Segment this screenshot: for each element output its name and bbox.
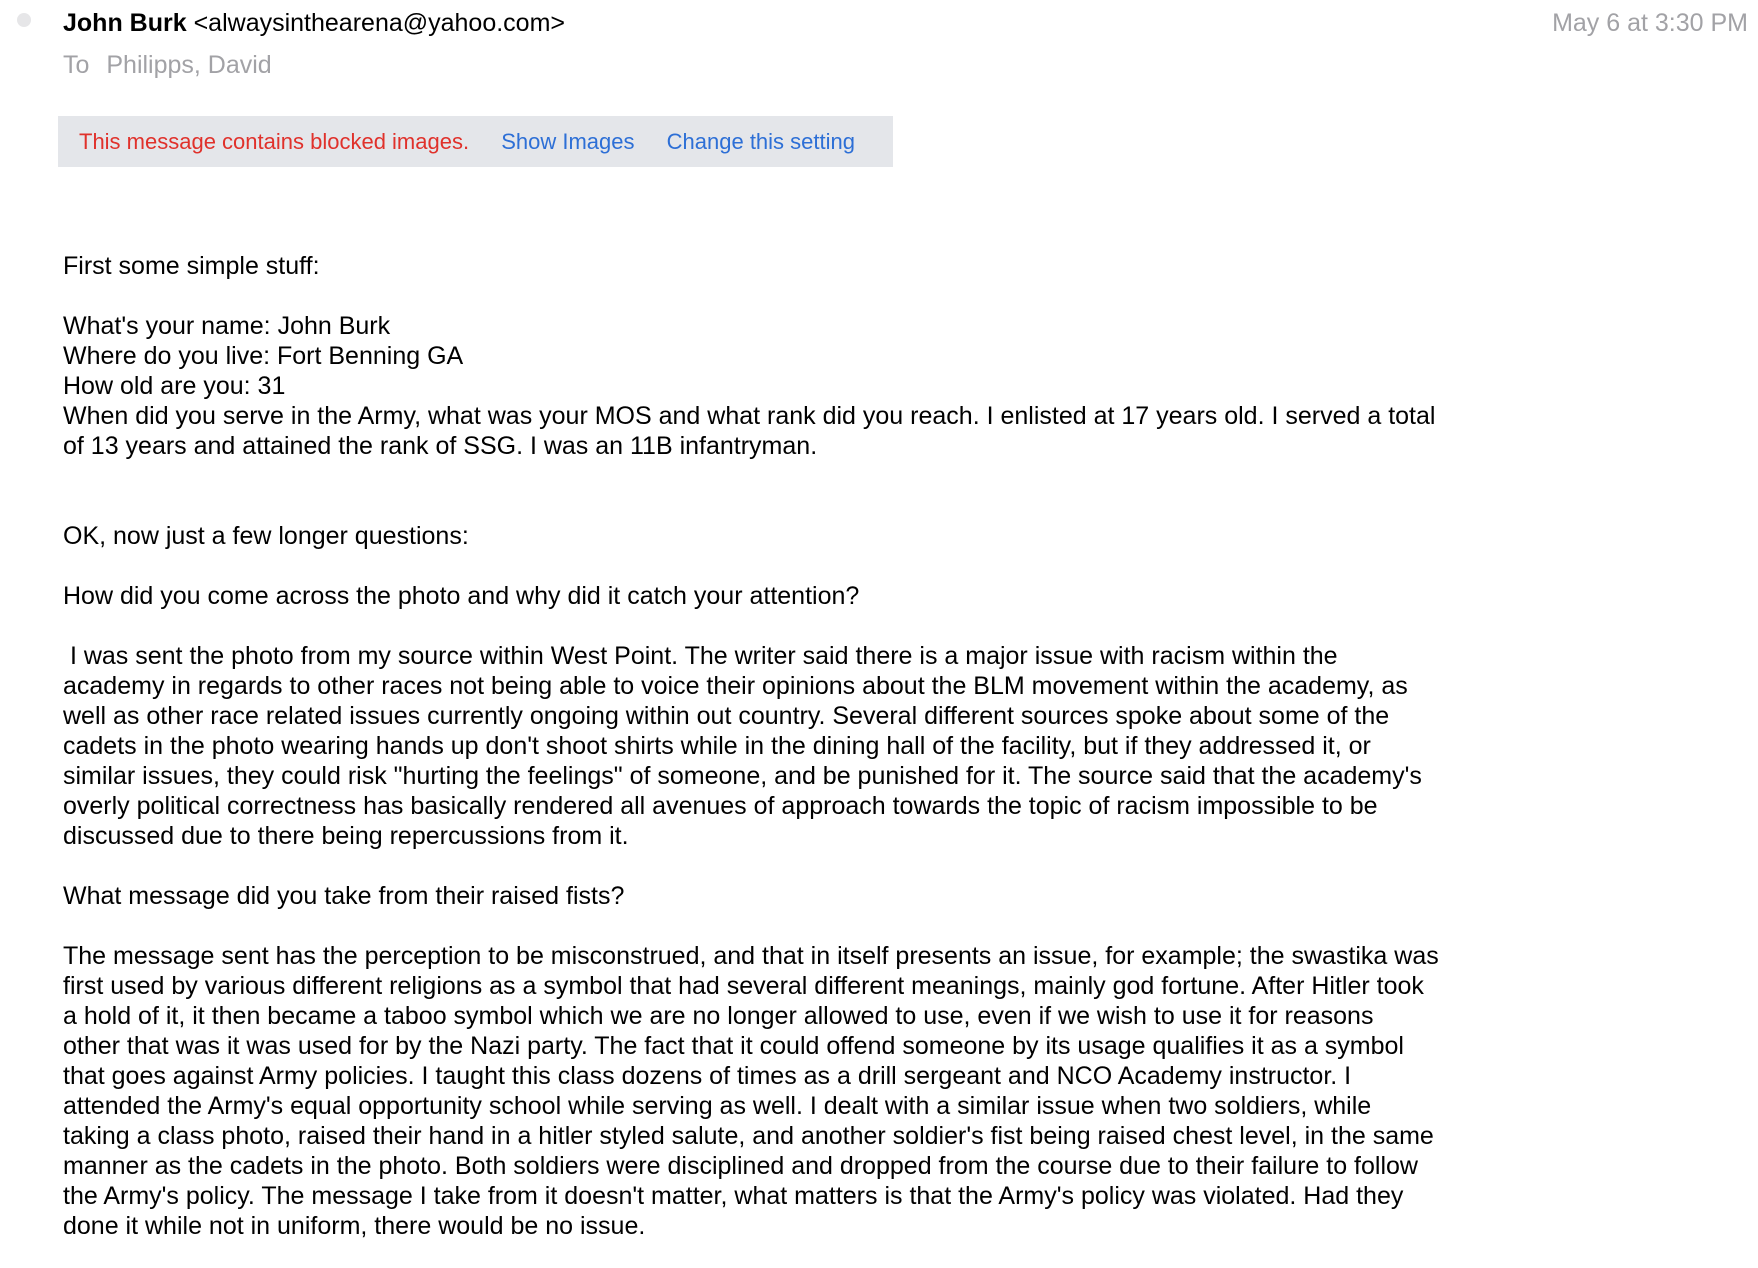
body-longer-intro: OK, now just a few longer questions: bbox=[63, 522, 469, 550]
body-army-line: of 13 years and attained the rank of SSG. I was an 11B infantryman. bbox=[63, 432, 818, 460]
answer-2-line: attended the Army's equal opportunity school while serving as well. I dealt with a similar issue when two soldiers, while bbox=[63, 1092, 1372, 1120]
sender-name[interactable]: John Burk bbox=[63, 9, 187, 37]
answer-2-line: a hold of it, it then became a taboo symbol which we are no longer allowed to use, even if we wish to use it for reasons bbox=[63, 1002, 1374, 1030]
message-body bbox=[63, 251, 1533, 1241]
body-intro: First some simple stuff: bbox=[63, 252, 320, 280]
to-line bbox=[63, 48, 272, 82]
blocked-images-warning: This message contains blocked images. bbox=[79, 129, 470, 154]
answer-2-line: taking a class photo, raised their hand in a hitler styled salute, and another soldier's fist being raised chest level, in the same bbox=[63, 1122, 1434, 1150]
answer-2-line: that goes against Army policies. I taught this class dozens of times as a drill sergeant and NCO Academy instructor. I bbox=[63, 1062, 1352, 1090]
answer-1-line: I was sent the photo from my source within West Point. The writer said there is a major issue with racism within the bbox=[63, 642, 1338, 670]
body-question-2: What message did you take from their raised fists? bbox=[63, 882, 625, 910]
answer-1-line: discussed due to there being repercussions from it. bbox=[63, 822, 629, 850]
sender bbox=[63, 6, 565, 40]
answer-2-line: the Army's policy. The message I take from it doesn't matter, what matters is that the Army's policy was violated. Had they bbox=[63, 1182, 1404, 1210]
show-images-link[interactable]: Show Images bbox=[501, 129, 635, 154]
answer-2-line: done it while not in uniform, there would be no issue. bbox=[63, 1212, 646, 1240]
message-date: May 6 at 3:30 PM bbox=[1552, 9, 1748, 37]
answer-1-line: overly political correctness has basically rendered all avenues of approach towards the topic of racism impossible to be bbox=[63, 792, 1378, 820]
body-army-line: When did you serve in the Army, what was your MOS and what rank did you reach. I enlisted at 17 years old. I served a total bbox=[63, 402, 1436, 430]
answer-1-line: well as other race related issues currently ongoing within out country. Several different sources spoke about some of the bbox=[63, 702, 1390, 730]
body-name-line: What's your name: John Burk bbox=[63, 312, 391, 340]
blocked-images-banner bbox=[58, 116, 893, 167]
sender-email[interactable]: <alwaysinthearena@yahoo.com> bbox=[193, 9, 566, 37]
unread-dot-icon[interactable] bbox=[17, 13, 31, 27]
body-live-line: Where do you live: Fort Benning GA bbox=[63, 342, 464, 370]
answer-1-line: cadets in the photo wearing hands up don't shoot shirts while in the dining hall of the facility, but if they addressed it, or bbox=[63, 732, 1371, 760]
to-recipient[interactable]: Philipps, David bbox=[106, 51, 272, 79]
body-age-line: How old are you: 31 bbox=[63, 372, 286, 400]
answer-2-line: other that was it was used for by the Nazi party. The fact that it could offend someone by its usage qualifies it as a symbol bbox=[63, 1032, 1404, 1060]
answer-2-line: manner as the cadets in the photo. Both soldiers were disciplined and dropped from the course due to their failure to follow bbox=[63, 1152, 1418, 1180]
body-question-1: How did you come across the photo and why did it catch your attention? bbox=[63, 582, 860, 610]
to-label: To bbox=[63, 51, 90, 79]
answer-1-line: academy in regards to other races not being able to voice their opinions about the BLM movement within the academy, as bbox=[63, 672, 1408, 700]
change-setting-link[interactable]: Change this setting bbox=[666, 129, 855, 154]
answer-2-line: first used by various different religions as a symbol that had several different meanings, mainly god fortune. After Hitler took bbox=[63, 972, 1424, 1000]
answer-2-line: The message sent has the perception to be misconstrued, and that in itself presents an issue, for example; the swastika was bbox=[63, 942, 1439, 970]
answer-1-line: similar issues, they could risk "hurting the feelings" of someone, and be punished for it. The source said that the academy's bbox=[63, 762, 1422, 790]
